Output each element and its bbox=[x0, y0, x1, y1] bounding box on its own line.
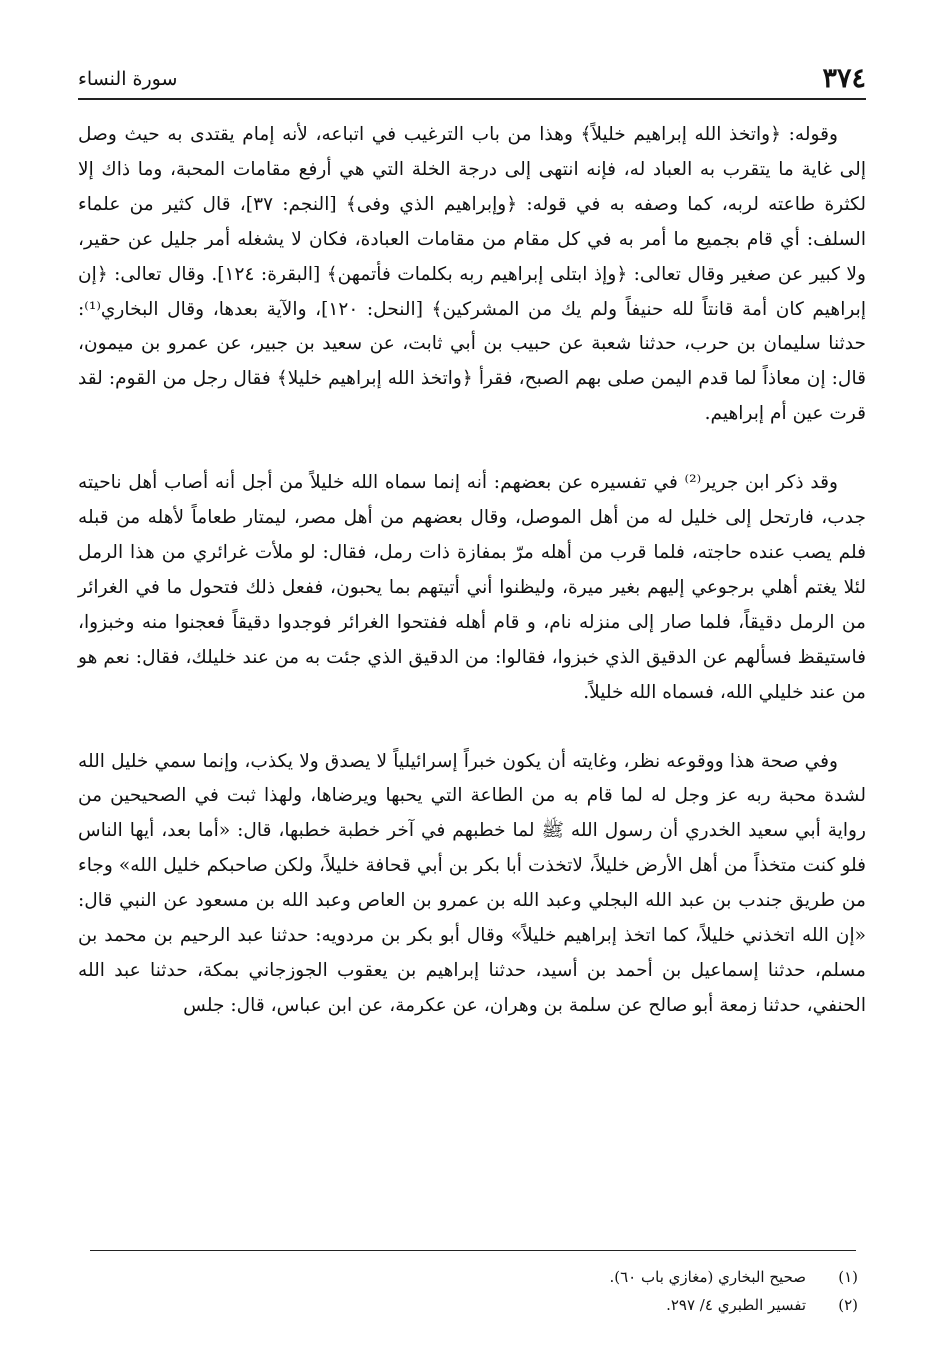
running-title: سورة النساء bbox=[78, 68, 178, 90]
footnote-text: صحيح البخاري (مغازي باب ٦٠). bbox=[609, 1268, 806, 1286]
footnotes bbox=[86, 1263, 858, 1319]
page-header bbox=[78, 62, 866, 100]
page-number: ٣٧٤ bbox=[822, 63, 866, 94]
main-text bbox=[78, 118, 866, 1024]
footnote-divider bbox=[90, 1250, 856, 1251]
paragraph-1: وقوله: ﴿واتخذ الله إبراهيم خليلاً﴾ وهذا من باب الترغيب في اتباعه، لأنه إمام يقتدى به حيث وصل إلى غاية ما يتقرب به العباد له، فإنه انتهى إلى درجة الخلة التي هي أرفع مقامات المحبة، وما ذاك إلا لكثرة طاعته لربه، كما وصفه به في قوله: ﴿وإبراهيم الذي وفى﴾ [النجم: ٣٧]، قال كثير من علماء السلف: أي قام بجميع ما أمر به في كل مقام من مقامات العبادة، فكان لا يشغله أمر جليل عن حقير، ولا كبير عن صغير وقال تعالى: ﴿وإذ ابتلى إبراهيم ربه بكلمات فأتمهن﴾ [البقرة: ١٢٤]. وقال تعالى: ﴿إن إبراهيم كان أمة قانتاً لله حنيفاً ولم يك من المشركين﴾ [النحل: ١٢٠]، والآية بعدها، وقال البخاري⁽¹⁾: حدثنا سليمان بن حرب، حدثنا شعبة عن حبيب بن أبي ثابت، عن سعيد بن جبير، عن عمرو بن ميمون، قال: إن معاذاً لما قدم اليمن صلى بهم الصبح، فقرأ ﴿واتخذ الله إبراهيم خليلا﴾ فقال رجل من القوم: لقد قرت عين أم إبراهيم. bbox=[78, 124, 866, 425]
footnote-number: (٢) bbox=[838, 1296, 858, 1314]
footnote-2 bbox=[86, 1291, 858, 1319]
paragraph-2: وقد ذكر ابن جرير⁽²⁾ في تفسيره عن بعضهم: أنه إنما سماه الله خليلاً من أجل أنه أصاب أهل ناحيته جدب، فارتحل إلى خليل له من أهل الموصل، وقال بعضهم من أهل مصر، ليمتار طعاماً لأهله من قبله فلم يصب عنده حاجته، فلما قرب من أهله مرّ بمفازة ذات رمل، فقال: لو ملأت غرائري من هذا الرمل لئلا يغتم أهلي برجوعي إليهم بغير ميرة، وليظنوا أني أتيتهم بما يحبون، ففعل ذلك فتحول ما في الغرائر من الرمل دقيقاً، فلما صار إلى منزله نام، و قام أهله ففتحوا الغرائر فوجدوا دقيقاً فعجنوا منه وخبزوا، فاستيقظ فسألهم عن الدقيق الذي خبزوا، فقالوا: من الدقيق الذي جئت به من عند خليلك، فقال: نعم هو من عند خليلي الله، فسماه الله خليلاً. bbox=[78, 472, 866, 703]
paragraph-3: وفي صحة هذا ووقوعه نظر، وغايته أن يكون خبراً إسرائيلياً لا يصدق ولا يكذب، وإنما سمي خليل الله لشدة محبة ربه عز وجل له لما قام به من الطاعة التي يحبها ويرضاها، ولهذا ثبت في الصحيحين من رواية أبي سعيد الخدري أن رسول الله ﷺ لما خطبهم في آخر خطبة خطبها، قال: «أما بعد، أيها الناس فلو كنت متخذاً من أهل الأرض خليلاً، لاتخذت أبا بكر بن أبي قحافة خليلاً، ولكن صاحبكم خليل الله» وجاء من طريق جندب بن عبد الله البجلي وعبد الله بن عمرو بن العاص وعبد الله بن مسعود عن النبي قال: «إن الله اتخذني خليلاً، كما اتخذ إبراهيم خليلاً» وقال أبو بكر بن مردويه: حدثنا عبد الرحيم بن محمد بن مسلم، حدثنا إسماعيل بن أحمد بن أسيد، حدثنا إبراهيم بن يعقوب الجوزجاني بمكة، حدثنا عبد الله الحنفي، حدثنا زمعة أبو صالح عن سلمة بن وهران، عن عكرمة، عن ابن عباس، قال: جلس bbox=[78, 750, 866, 1016]
footnote-number: (١) bbox=[838, 1268, 858, 1286]
footnote-1 bbox=[86, 1263, 858, 1291]
footnote-text: تفسير الطبري ٤/ ٢٩٧. bbox=[666, 1296, 806, 1314]
